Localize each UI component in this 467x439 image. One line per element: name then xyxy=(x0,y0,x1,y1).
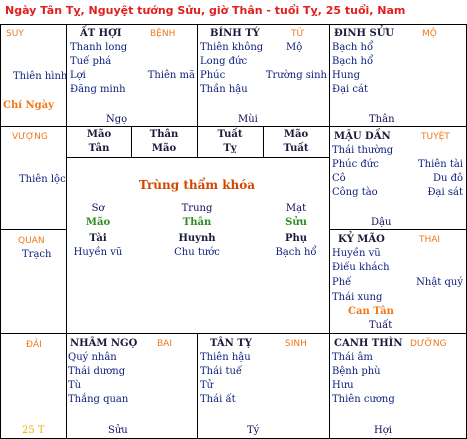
transmission-branch: Sửu xyxy=(285,217,307,228)
palace-name: TÂN TỴ xyxy=(210,338,252,349)
grid-line xyxy=(0,24,467,25)
stage-label: DƯỠNG xyxy=(410,339,447,349)
branch-label: Mùi xyxy=(238,114,258,125)
star-label: Bạch hổ xyxy=(332,42,374,53)
star-label: Tuế phá xyxy=(70,56,112,67)
transmission-relation: Huynh xyxy=(178,233,216,244)
star-label: Huyền vũ xyxy=(332,248,381,259)
star-label: Thiên lộc xyxy=(19,174,66,185)
star-label: Nhật quý xyxy=(416,277,463,288)
star-label: Thái dương xyxy=(68,366,126,377)
lesson-type-title: Trùng thẩm khóa xyxy=(138,178,256,192)
star-label: Phúc đức xyxy=(332,159,379,170)
star-label: Chí Ngày xyxy=(3,100,54,111)
grid-line xyxy=(329,229,467,230)
star-label: Thái xung xyxy=(332,292,383,303)
lesson-top: Mão xyxy=(86,129,112,140)
star-label: Mộ xyxy=(286,42,303,53)
star-label: Tù xyxy=(68,380,82,391)
star-label: Thái thường xyxy=(332,145,394,156)
star-label: Thái tuế xyxy=(200,366,243,377)
stage-label: ĐẢI xyxy=(26,340,42,350)
grid-line xyxy=(197,24,198,158)
star-label: Thiên hậu xyxy=(200,352,251,363)
extra-label: Can Tân xyxy=(348,306,394,317)
star-label: Đại cát xyxy=(332,84,368,95)
stage-label: TỬ xyxy=(291,29,305,39)
lesson-bottom: Mão xyxy=(151,143,177,154)
branch-label: Tý xyxy=(247,425,260,436)
branch-label: Dậu xyxy=(371,217,392,228)
star-label: Thiên tài xyxy=(417,159,463,170)
star-label: Bệnh phù xyxy=(332,366,381,377)
chart-title: Ngày Tân Tỵ, Nguyệt tướng Sửu, giờ Thân - tuổi Tỵ, 25 tuổi, Nam xyxy=(5,4,406,17)
star-label: Phế xyxy=(332,277,352,288)
transmission-stage: Mạt xyxy=(285,203,307,214)
stage-label: QUAN xyxy=(18,236,45,246)
stage-label: TUYỆT xyxy=(421,132,450,142)
star-label: Trường sinh xyxy=(265,70,327,81)
lesson-top: Mão xyxy=(283,129,309,140)
lesson-bottom: Tỵ xyxy=(223,143,237,154)
palace-name: NHÂM NGỌ xyxy=(70,338,138,349)
star-label: Thiên mã xyxy=(147,70,195,81)
transmission-relation: Tài xyxy=(89,233,107,244)
star-label: Thiên hình xyxy=(13,71,68,82)
star-label: Lợi xyxy=(70,70,86,81)
star-label: Công tào xyxy=(332,187,378,198)
grid-line xyxy=(131,126,132,158)
transmission-relation: Phụ xyxy=(284,233,308,244)
star-label: Thanh long xyxy=(70,42,128,53)
stage-label: BỆNH xyxy=(150,29,176,39)
age-label: 25 T xyxy=(22,425,45,436)
lesson-top: Tuất xyxy=(217,129,243,140)
star-label: Trạch xyxy=(22,249,52,260)
lesson-top: Thân xyxy=(149,129,179,140)
grid-line xyxy=(66,24,67,439)
transmission-general: Bạch hổ xyxy=(275,247,317,258)
palace-name: ẤT HỢI xyxy=(80,28,122,39)
transmission-stage: Sơ xyxy=(91,203,105,214)
transmission-general: Chu tước xyxy=(174,247,220,258)
star-label: Hưu xyxy=(332,380,354,391)
star-label: Tử xyxy=(200,380,214,391)
star-label: Du đô xyxy=(432,173,463,184)
palace-name: CANH THÌN xyxy=(334,338,403,349)
branch-label: Ngọ xyxy=(106,114,128,125)
star-label: Bạch hổ xyxy=(332,56,374,67)
star-label: Long đức xyxy=(200,56,248,67)
stage-label: BAI xyxy=(157,339,172,349)
star-label: Thái âm xyxy=(332,352,373,363)
grid-line xyxy=(0,333,467,334)
transmission-general: Huyền vũ xyxy=(73,247,123,258)
transmission-branch: Thân xyxy=(182,217,212,228)
stage-label: VƯỢNG xyxy=(12,132,48,142)
branch-label: Thân xyxy=(369,114,395,125)
star-label: Thiên cương xyxy=(332,394,395,405)
branch-label: Sửu xyxy=(108,425,128,436)
palace-name: ĐINH SỬU xyxy=(334,28,395,39)
star-label: Thần hậu xyxy=(200,84,248,95)
stage-label: MỘ xyxy=(422,29,437,39)
star-label: Điếu khách xyxy=(332,262,390,273)
star-label: Cô xyxy=(332,173,346,184)
transmission-branch: Mão xyxy=(85,217,111,228)
palace-name: MẬU DẦN xyxy=(334,131,391,142)
stage-label: THAI xyxy=(419,235,441,245)
star-label: Hung xyxy=(332,70,361,81)
star-label: Quý nhân xyxy=(68,352,117,363)
branch-label: Tuất xyxy=(369,320,393,331)
star-label: Thắng quan xyxy=(68,394,129,405)
palace-name: KỶ MÃO xyxy=(338,234,385,245)
grid-line xyxy=(197,333,198,439)
grid-line xyxy=(0,24,1,439)
stage-label: SUY xyxy=(6,29,24,39)
stage-label: SINH xyxy=(285,339,307,349)
palace-name: BÍNH TÝ xyxy=(210,28,260,39)
star-label: Phúc xyxy=(200,70,226,81)
lesson-bottom: Tân xyxy=(88,143,110,154)
transmission-stage: Trung xyxy=(181,203,213,214)
grid-line xyxy=(0,229,66,230)
star-label: Đại sát xyxy=(427,187,463,198)
star-label: Đăng minh xyxy=(70,84,126,95)
star-label: Thiên không xyxy=(200,42,264,53)
star-label: Thái ất xyxy=(200,394,236,405)
grid-line xyxy=(329,24,330,439)
branch-label: Hợi xyxy=(374,425,392,436)
grid-line xyxy=(263,126,264,158)
grid-line xyxy=(0,126,467,127)
lesson-bottom: Tuất xyxy=(283,143,309,154)
